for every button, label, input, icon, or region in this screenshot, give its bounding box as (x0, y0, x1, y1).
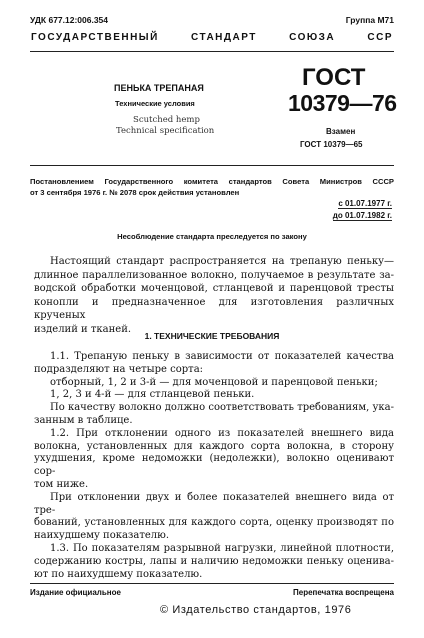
conditions-en: Technical specification (116, 126, 215, 136)
replaces-label: Взамен (326, 127, 356, 136)
title-divider (30, 165, 394, 166)
replaces-value: ГОСТ 10379—65 (300, 140, 363, 149)
body-line: отборный, 1, 2 и 3-й — для моченцовой и паренцовой пеньки; (50, 376, 378, 388)
body-line: 1.2. При отклонении одного из показателей внешнего вида (50, 427, 394, 439)
intro-line: изделий и тканей. (34, 323, 132, 335)
decree-line-2: от 3 сентября 1976 г. № 2078 срок действия установлен (30, 188, 240, 197)
body-line: 1.3. По показателям разрывной нагрузки, линейной плотности, (50, 542, 394, 554)
section-body (34, 351, 394, 581)
body-line: том ниже. (34, 478, 89, 490)
copyright-line: © Издательство стандартов, 1976 (160, 604, 352, 616)
intro-paragraph (34, 255, 394, 336)
body-line: 1, 2, 3 и 4-й — для стланцевой пеньки. (50, 389, 255, 401)
body-line: По качеству волокно должно соответствовать требованиям, ука- (50, 402, 394, 414)
body-line: волокна, установленных для каждого сорта волокна, в сторону (34, 440, 394, 452)
group-code: Группа М71 (345, 15, 394, 25)
edition-label: Издание официальное (30, 588, 121, 597)
udk-code: УДК 677.12:006.354 (30, 15, 109, 25)
body-line: наихудшему показателю. (34, 530, 170, 542)
decree-line-1: Постановлением Государственного комитета стандартов Совета Министров СССР (30, 177, 394, 186)
header-divider (30, 51, 394, 52)
body-line: ют по наихудшему показателю. (34, 568, 203, 580)
law-warning: Несоблюдение стандарта преследуется по закону (117, 232, 307, 241)
gost-number: 10379—76 (288, 90, 397, 116)
validity-to: до 01.07.1982 г. (332, 211, 392, 220)
body-line: содержанию костры, лапы и наличию недоможки пеньку оценива- (34, 555, 394, 567)
intro-line: длинное параллелизованное волокно, получаемое в результате за- (34, 269, 394, 281)
gost-label: ГОСТ (302, 64, 366, 91)
intro-line: Настоящий стандарт распространяется на трепаную пеньку— (50, 256, 394, 267)
intro-line: конопли и предназначенное для изготовления различных крученых (34, 296, 394, 321)
body-line: подразделяют на четыре сорта: (34, 363, 204, 375)
state-standard-banner: ГОСУДАРСТВЕННЫЙ СТАНДАРТ СОЮЗА ССР (31, 32, 393, 43)
reprint-notice: Перепечатка воспрещена (293, 588, 394, 597)
conditions-ru: Технические условия (115, 99, 195, 108)
title-en: Scutched hemp (133, 115, 200, 125)
body-line: бований, установленных для каждого сорта, оценку производят по (34, 517, 394, 529)
intro-line: водской обработки моченцовой, стланцевой и паренцовой тресты (34, 283, 394, 294)
body-line: занным в таблице. (34, 414, 133, 426)
body-line: ухудшения, кроме недоможки (недолежки), волокно оценивают сор- (34, 453, 394, 478)
body-line: 1.1. Трепаную пеньку в зависимости от показателей качества (50, 351, 394, 362)
footer-divider (30, 583, 394, 584)
title-ru: ПЕНЬКА ТРЕПАНАЯ (114, 83, 204, 93)
validity-from: с 01.07.1977 г. (338, 199, 392, 208)
section-heading: 1. ТЕХНИЧЕСКИЕ ТРЕБОВАНИЯ (144, 331, 280, 341)
body-line: При отклонении двух и более показателей внешнего вида от тре- (34, 491, 394, 516)
